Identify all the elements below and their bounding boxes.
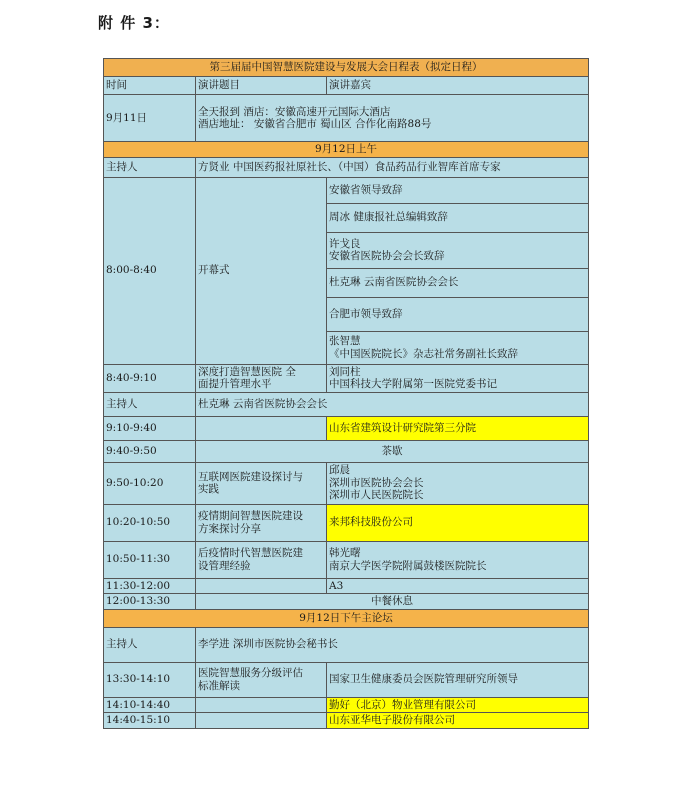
speaker-name: 刘同柱 <box>329 365 361 378</box>
topic-cell <box>196 697 327 713</box>
speaker-cell: 山东亚华电子股份有限公司 <box>327 713 589 729</box>
topic-line: 方案探讨分享 <box>198 522 261 535</box>
time-cell: 12:00-13:30 <box>104 594 196 610</box>
speaker-cell <box>327 232 589 268</box>
registration-line: 全天报到 酒店：安徽高速开元国际大酒店 <box>198 105 391 118</box>
registration-cell <box>196 95 589 142</box>
speaker-cell: 山东省建筑设计研究院第三分院 <box>327 416 589 440</box>
host-value: 方贤业 中国医药报社原社长、（中国）食品药品行业智库首席专家 <box>196 157 589 177</box>
speaker-cell: 勤好（北京）物业管理有限公司 <box>327 697 589 713</box>
topic-line: 标准解读 <box>198 679 240 692</box>
time-cell: 8:40-9:10 <box>104 364 196 392</box>
speaker-cell <box>327 331 589 364</box>
speaker-cell: 周冰 健康报社总编辑致辞 <box>327 203 589 232</box>
table-row <box>104 416 589 440</box>
table-title-row <box>104 59 589 77</box>
speaker-cell: 合肥市领导致辞 <box>327 297 589 331</box>
time-cell: 14:40-15:10 <box>104 713 196 729</box>
topic-line: 实践 <box>198 483 219 495</box>
speaker-title: 南京大学医学院附属鼓楼医院院长 <box>329 559 487 572</box>
speaker-name: 韩光曙 <box>329 547 361 559</box>
break-cell: 茶歇 <box>196 440 589 462</box>
speaker-cell: 杜克琳 云南省医院协会会长 <box>327 268 589 297</box>
host-value: 李学进 深圳市医院协会秘书长 <box>196 627 589 662</box>
table-title: 第三届届中国智慧医院建设与发展大会日程表（拟定日程） <box>104 59 589 77</box>
topic-line: 互联网医院建设探讨与 <box>198 470 303 483</box>
topic-cell <box>196 713 327 729</box>
time-cell: 9月11日 <box>104 95 196 142</box>
topic-cell <box>196 578 327 594</box>
speaker-title: 深圳市医院协会会长 <box>329 476 424 489</box>
speaker-cell: A3 <box>327 578 589 594</box>
topic-line: 后疫情时代智慧医院建 <box>198 547 303 559</box>
speaker-name: 张智慧 <box>329 335 361 347</box>
host-label: 主持人 <box>104 627 196 662</box>
time-cell: 9:50-10:20 <box>104 462 196 504</box>
time-cell: 9:10-9:40 <box>104 416 196 440</box>
table-row <box>104 95 589 142</box>
time-cell: 10:50-11:30 <box>104 541 196 578</box>
speaker-title: 《中国医院院长》杂志社常务副社长致辞 <box>329 347 518 360</box>
topic-cell <box>196 541 327 578</box>
table-row <box>104 578 589 594</box>
table-row <box>104 462 589 504</box>
speaker-cell <box>327 364 589 392</box>
topic-cell <box>196 662 327 697</box>
lunch-cell: 中餐休息 <box>196 594 589 610</box>
speaker-name: 邱晨 <box>329 464 350 477</box>
topic-line: 面提升管理水平 <box>198 378 272 390</box>
time-cell: 14:10-14:40 <box>104 697 196 713</box>
speaker-title: 中国科技大学附属第一医院党委书记 <box>329 378 497 390</box>
speaker-title: 深圳市人民医院院长 <box>329 489 424 502</box>
speaker-cell: 来邦科技股份公司 <box>327 504 589 541</box>
table-row <box>104 713 589 729</box>
table-row <box>104 364 589 392</box>
time-cell: 9:40-9:50 <box>104 440 196 462</box>
time-cell: 10:20-10:50 <box>104 504 196 541</box>
section-pm: 9月12日下午主论坛 <box>104 609 589 627</box>
topic-cell <box>196 364 327 392</box>
section-row <box>104 142 589 158</box>
topic-cell <box>196 462 327 504</box>
header-time: 时间 <box>104 77 196 95</box>
table-row <box>104 627 589 662</box>
table-row <box>104 541 589 578</box>
header-row <box>104 77 589 95</box>
speaker-cell <box>327 541 589 578</box>
topic-cell <box>196 504 327 541</box>
speaker-cell: 国家卫生健康委员会医院管理研究所领导 <box>327 662 589 697</box>
table-row <box>104 662 589 697</box>
speaker-title: 安徽省医院协会会长致辞 <box>329 250 445 262</box>
table-row <box>104 697 589 713</box>
host-value: 杜克琳 云南省医院协会会长 <box>196 392 589 416</box>
section-row <box>104 609 589 627</box>
header-topic: 演讲题目 <box>196 77 327 95</box>
table-row <box>104 157 589 177</box>
speaker-cell: 安徽省领导致辞 <box>327 177 589 203</box>
time-cell: 8:00-8:40 <box>104 177 196 364</box>
table-row <box>104 177 589 203</box>
header-speaker: 演讲嘉宾 <box>327 77 589 95</box>
topic-line: 深度打造智慧医院 全 <box>198 365 296 378</box>
host-label: 主持人 <box>104 157 196 177</box>
topic-line: 医院智慧服务分级评估 <box>198 667 303 679</box>
speaker-name: 许戈良 <box>329 237 361 250</box>
table-row <box>104 504 589 541</box>
table-row <box>104 392 589 416</box>
time-cell: 11:30-12:00 <box>104 578 196 594</box>
speaker-cell <box>327 462 589 504</box>
table-row <box>104 440 589 462</box>
attachment-label: 附 件 3： <box>98 14 170 32</box>
section-am: 9月12日上午 <box>104 142 589 158</box>
topic-line: 设管理经验 <box>198 559 251 572</box>
schedule-table <box>103 58 589 729</box>
topic-cell <box>196 416 327 440</box>
time-cell: 13:30-14:10 <box>104 662 196 697</box>
host-label: 主持人 <box>104 392 196 416</box>
topic-line: 疫情期间智慧医院建设 <box>198 510 303 522</box>
topic-cell: 开幕式 <box>196 177 327 364</box>
table-row <box>104 594 589 610</box>
hotel-address-line: 酒店地址： 安徽省合肥市 蜀山区 合作化南路88号 <box>198 118 432 130</box>
